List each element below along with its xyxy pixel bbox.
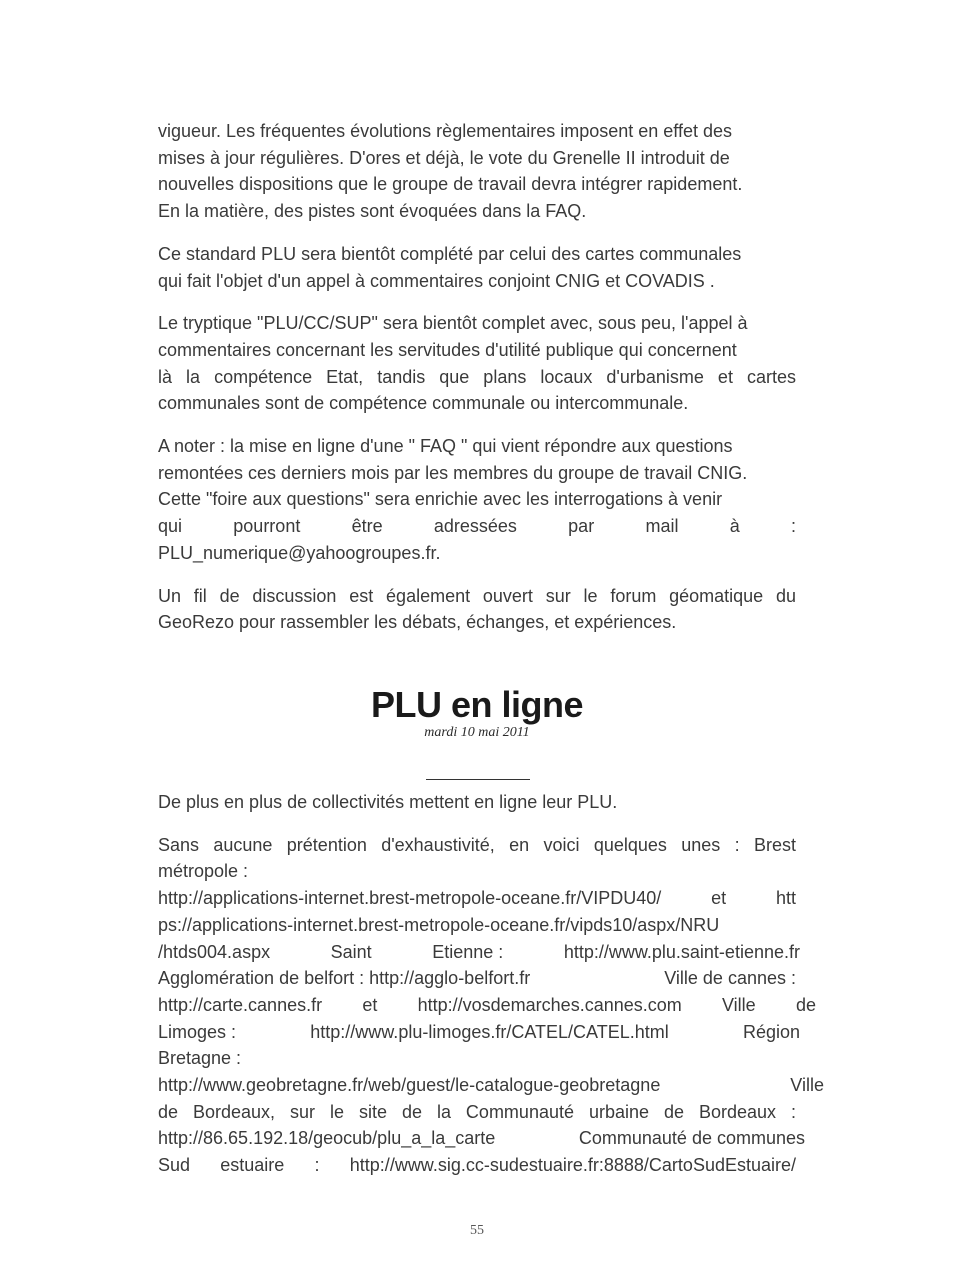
links-line: [158, 939, 800, 966]
text-line: là la compétence Etat, tandis que plans locaux d'urbanisme et cartes: [158, 366, 796, 387]
paragraph-cartes-communales: [158, 241, 796, 294]
section-title: PLU en ligne: [370, 684, 584, 725]
links-line-segment: Agglomération de belfort : http://agglo-belfort.fr: [158, 968, 531, 989]
links-line-segment: Ville de cannes :: [664, 968, 796, 989]
paragraph-tryptique: [158, 310, 796, 417]
text-line: communales sont de compétence communale ou intercommunale.: [158, 393, 689, 414]
links-line: http://applications-internet.brest-metropole-oceane.fr/VIPDU40/ et htt: [158, 888, 796, 909]
links-line: Sans aucune prétention d'exhaustivité, en voici quelques unes : Brest: [158, 834, 796, 855]
section-divider: [426, 779, 530, 780]
links-line-segment: de: [795, 994, 816, 1015]
text-line: De plus en plus de collectivités mettent en ligne leur PLU.: [158, 792, 618, 812]
links-line-segment: http://vosdemarches.cannes.com: [417, 994, 682, 1015]
links-line: [158, 1125, 805, 1152]
links-line-segment: Région: [742, 1021, 800, 1042]
links-line-segment: Etienne :: [432, 941, 504, 962]
text-line: Le tryptique "PLU/CC/SUP" sera bientôt complet avec, sous peu, l'appel à: [158, 313, 748, 334]
text-line: mises à jour régulières. D'ores et déjà, le vote du Grenelle II introduit de: [158, 147, 730, 168]
text-line: nouvelles dispositions que le groupe de travail devra intégrer rapidement.: [158, 174, 743, 195]
links-line-segment: et: [362, 994, 378, 1015]
text-line: qui pourront être adressées par mail à :: [158, 516, 796, 537]
section-date: mardi 10 mai 2011: [424, 725, 530, 740]
text-line: commentaires concernant les servitudes d'utilité publique qui concernent: [158, 339, 737, 360]
links-line: [158, 1019, 800, 1046]
text-line: Cette "foire aux questions" sera enrichie avec les interrogations à venir: [158, 489, 723, 510]
links-line: [158, 965, 796, 992]
paragraph-faq: [158, 433, 796, 567]
text-line: qui fait l'objet d'un appel à commentaires conjoint CNIG et COVADIS .: [158, 270, 715, 291]
email-text: PLU_numerique@yahoogroupes.fr.: [158, 542, 441, 563]
bottom-text-block: [158, 789, 824, 1179]
links-line-segment: /htds004.aspx: [158, 941, 271, 962]
text-line: GeoRezo pour rassembler les débats, échanges, et expériences.: [158, 612, 677, 633]
links-line-segment: Communauté de communes: [578, 1128, 805, 1149]
links-line-segment: Ville: [722, 994, 756, 1015]
links-line-segment: http://86.65.192.18/geocub/plu_a_la_carte: [158, 1128, 496, 1149]
links-line-segment: http://www.geobretagne.fr/web/guest/le-catalogue-geobretagne: [158, 1075, 661, 1096]
links-line: de Bordeaux, sur le site de la Communauté urbaine de Bordeaux :: [158, 1101, 796, 1122]
links-line-segment: Saint: [330, 941, 372, 962]
links-line-segment: Ville: [790, 1075, 824, 1096]
text-line: Un fil de discussion est également ouvert sur le forum géomatique du: [158, 585, 796, 606]
paragraph-intro: [158, 789, 796, 816]
links-line: Bretagne :: [158, 1048, 242, 1069]
links-line-segment: Limoges :: [158, 1021, 237, 1042]
page-number: 55: [470, 1223, 484, 1238]
text-line: Ce standard PLU sera bientôt complété par celui des cartes communales: [158, 243, 742, 264]
links-line: métropole :: [158, 861, 249, 882]
text-line: vigueur. Les fréquentes évolutions règlementaires imposent en effet des: [158, 121, 733, 141]
paragraph-georezo: [158, 583, 796, 636]
links-paragraph: [158, 832, 824, 1179]
paragraph-grenelle: [158, 118, 796, 225]
links-line: ps://applications-internet.brest-metropole-oceane.fr/vipds10/aspx/NRU: [158, 914, 720, 935]
links-line-segment: http://carte.cannes.fr: [158, 994, 323, 1015]
links-line-segment: http://www.plu.saint-etienne.fr: [563, 941, 800, 962]
text-line: remontées ces derniers mois par les membres du groupe de travail CNIG.: [158, 462, 748, 483]
links-line: Sud estuaire : http://www.sig.cc-sudestuaire.fr:8888/CartoSudEstuaire/: [158, 1155, 796, 1176]
links-line: [158, 992, 816, 1019]
top-text-block: [158, 118, 796, 652]
text-line: En la matière, des pistes sont évoquées dans la FAQ.: [158, 201, 587, 222]
links-line-segment: http://www.plu-limoges.fr/CATEL/CATEL.html: [310, 1021, 669, 1042]
text-line: A noter : la mise en ligne d'une " FAQ " qui vient répondre aux questions: [158, 436, 733, 457]
links-line: [158, 1072, 824, 1099]
